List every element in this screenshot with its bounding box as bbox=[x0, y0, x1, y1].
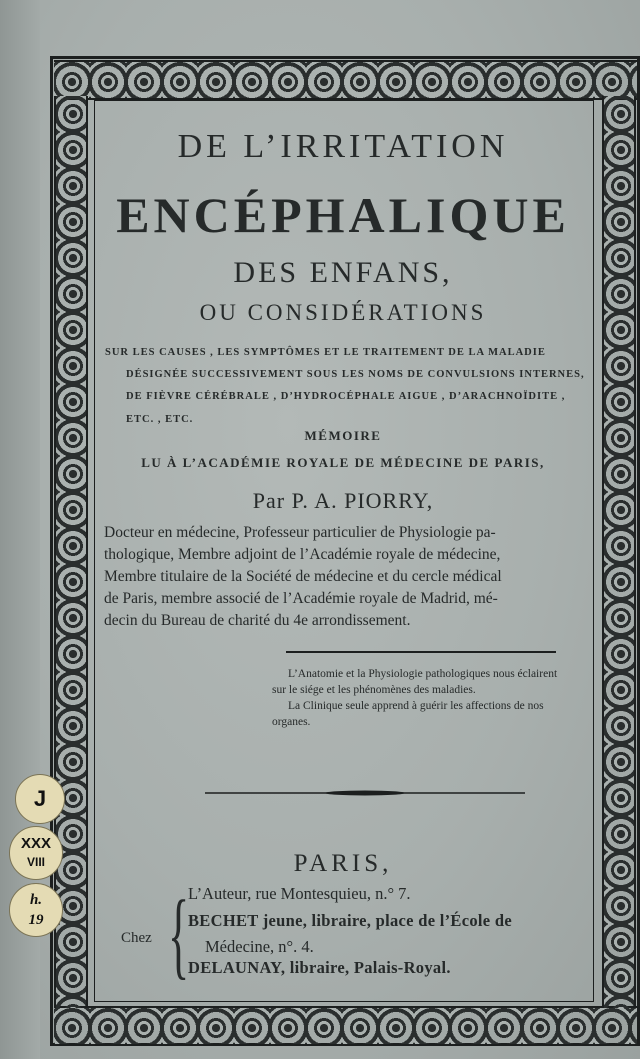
epigraph-paragraph-2: La Clinique seule apprend à guérir les affections de nos organes. bbox=[272, 700, 544, 728]
ornamental-separator bbox=[205, 790, 525, 796]
left-ornament-border bbox=[54, 96, 88, 1008]
memoire-heading: MÉMOIRE bbox=[304, 428, 382, 443]
library-label-2 bbox=[9, 826, 63, 880]
library-label-3-bottom: 19 bbox=[28, 912, 44, 928]
read-at-academy: LU À L’ACADÉMIE ROYALE DE MÉDECINE DE PARIS, bbox=[141, 455, 545, 470]
author-line: Par P. A. PIORRY, bbox=[252, 488, 434, 513]
library-label-2-bottom: VIII bbox=[26, 855, 45, 869]
epigraph-paragraph-1: L’Anatomie et la Physiologie pathologiques nous éclairent sur le siége et les phénomènes des maladies. bbox=[272, 668, 558, 696]
subtitle-line-1: SUR LES CAUSES , LES SYMPTÔMES ET LE TRAITEMENT DE LA MALADIE bbox=[105, 347, 546, 358]
chez-label: Chez bbox=[121, 930, 152, 946]
place-of-publication: PARIS, bbox=[293, 850, 393, 877]
address-author: L’Auteur, rue Montesquieu, n.° 7. bbox=[188, 884, 411, 903]
right-ornament-border bbox=[602, 96, 636, 1008]
subtitle-line-4: ETC. , ETC. bbox=[126, 414, 194, 425]
subtitle-line-3: DE FIÈVRE CÉRÉBRALE , D’HYDROCÉPHALE AIGUE , D’ARACHNOÏDITE , bbox=[126, 391, 566, 402]
subtitle-line-2: DÉSIGNÉE SUCCESSIVEMENT SOUS LES NOMS DE CONVULSIONS INTERNES, bbox=[126, 369, 585, 380]
title-line-3: DES ENFANS, bbox=[233, 256, 453, 289]
top-ornament-border bbox=[54, 60, 637, 100]
library-label-3-top: h. bbox=[29, 892, 43, 908]
credentials-line: de Paris, membre associé de l’Académie royale de Madrid, mé- bbox=[104, 590, 498, 607]
bottom-ornament-border bbox=[54, 1006, 637, 1046]
credentials-line: Docteur en médecine, Professeur particulier de Physiologie pa- bbox=[104, 524, 496, 541]
credentials-line: decin du Bureau de charité du 4e arrondissement. bbox=[104, 612, 411, 629]
address-delaunay: DELAUNAY, libraire, Palais-Royal. bbox=[188, 958, 451, 977]
library-label-3 bbox=[9, 883, 63, 937]
library-label-2-top: XXX bbox=[20, 835, 51, 852]
title-line-4: OU CONSIDÉRATIONS bbox=[199, 300, 487, 325]
epigraph bbox=[272, 666, 558, 730]
address-bechet: BECHET jeune, libraire, place de l’École de bbox=[188, 911, 512, 930]
credentials-line: Membre titulaire de la Société de médecine et du cercle médical bbox=[104, 568, 502, 585]
epigraph-rule bbox=[286, 651, 556, 653]
title-line-1: DE L’IRRITATION bbox=[177, 128, 509, 165]
library-label-1: J bbox=[15, 774, 65, 824]
address-bechet-cont: Médecine, n°. 4. bbox=[205, 937, 314, 956]
title-line-2: ENCÉPHALIQUE bbox=[116, 187, 570, 243]
credentials-line: thologique, Membre adjoint de l’Académie royale de médecine, bbox=[104, 546, 501, 563]
author-credentials bbox=[104, 522, 568, 632]
brace-symbol: { bbox=[168, 881, 190, 989]
